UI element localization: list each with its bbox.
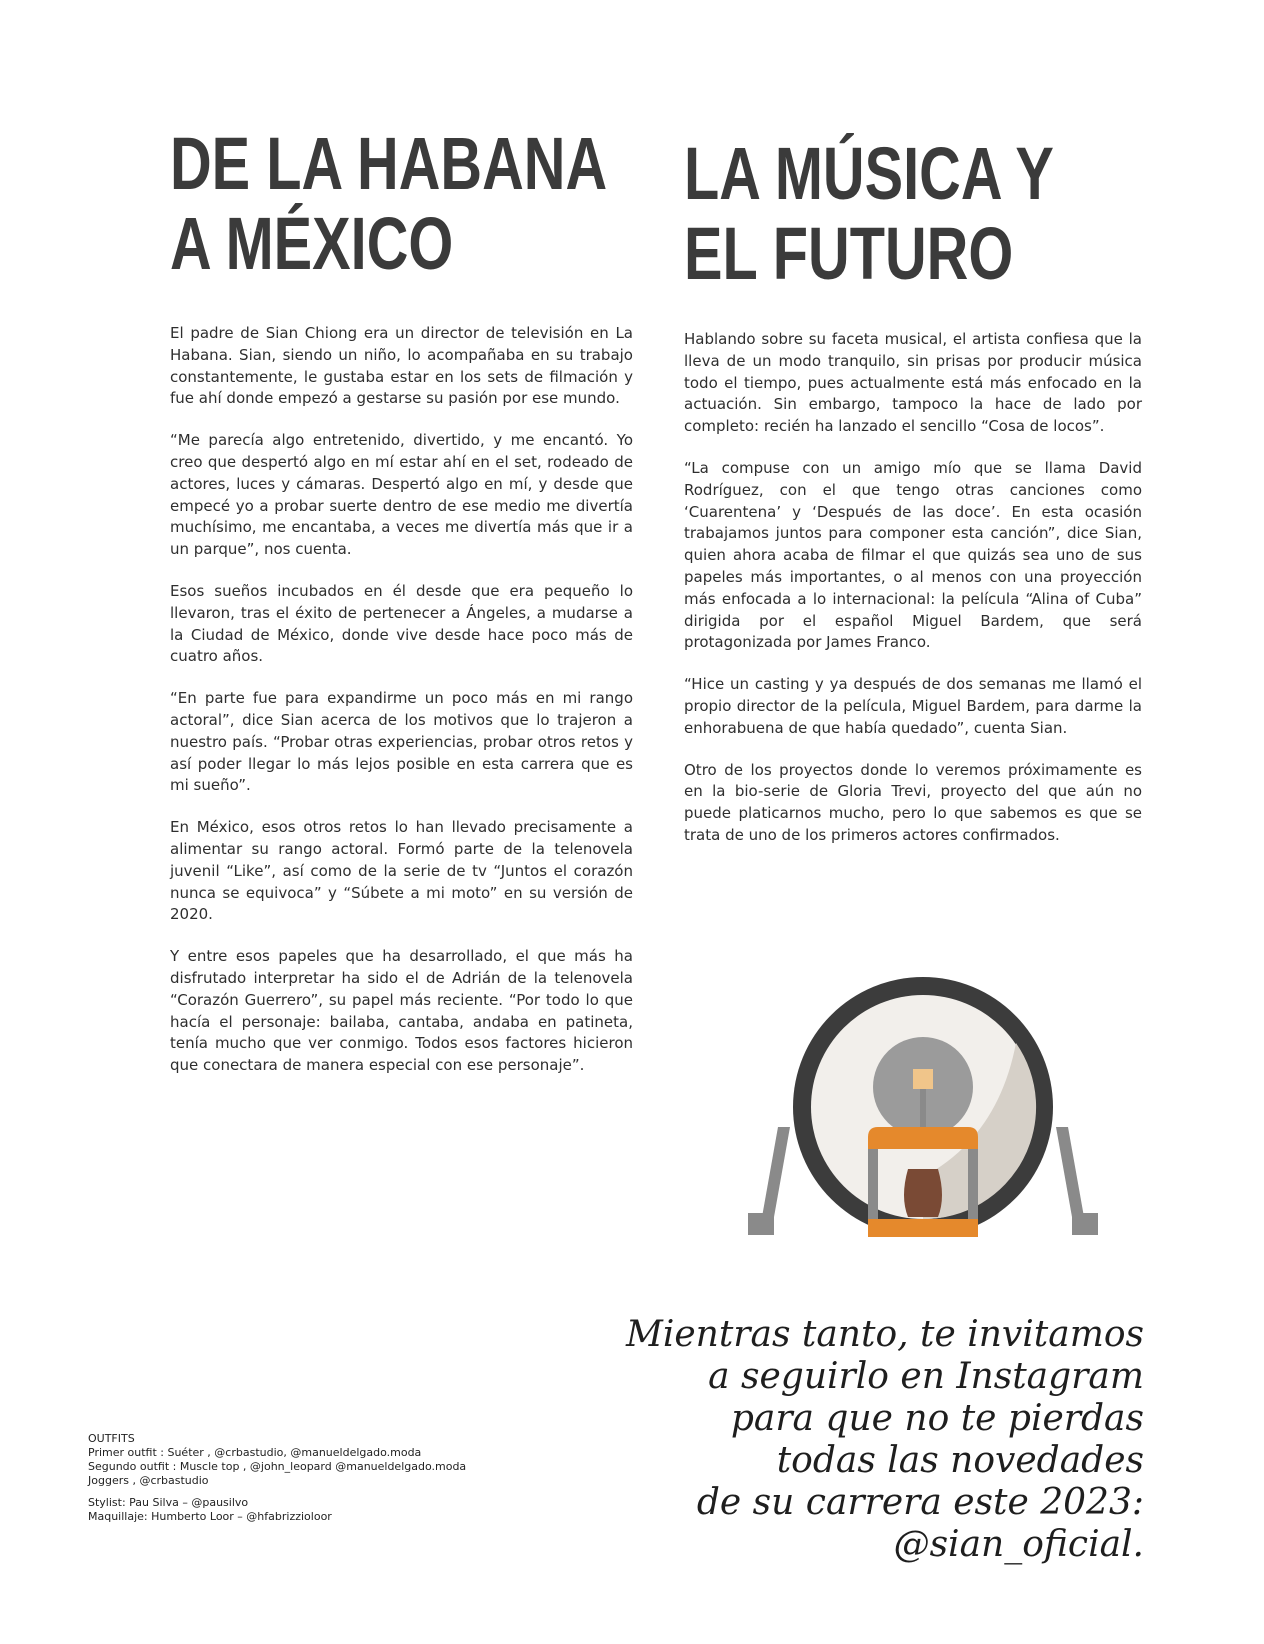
closing-line: a seguirlo en Instagram	[708, 1356, 1144, 1397]
left-paragraph: El padre de Sian Chiong era un director de televisión en La Habana. Sian, siendo un niño, lo acompañaba en su trabajo constantemente, le gustaba estar en los sets de filmación y fue ahí donde empezó a gestarse su pasión por ese mundo.	[170, 324, 633, 408]
left-heading-line-1: DE LA HABANA	[170, 122, 608, 205]
left-heading	[170, 124, 607, 284]
left-heading-line-2: A MÉXICO	[170, 202, 454, 285]
right-heading-line-2: EL FUTURO	[684, 212, 1014, 295]
closing-message	[584, 1314, 1144, 1566]
closing-line: todas las novedades	[776, 1440, 1144, 1481]
closing-line: Mientras tanto, te invitamos	[625, 1314, 1144, 1355]
credits-stylist: Stylist: Pau Silva – @pausilvo	[88, 1496, 249, 1509]
right-heading	[684, 134, 1054, 294]
right-paragraph: Hablando sobre su faceta musical, el artista confiesa que la lleva de un modo tranquilo, sin prisas por producir música todo el tiempo, pues actualmente está más enfocado en la actuación. Sin embargo, tampoco la hace de lado por completo: recién ha lanzado el sencillo “Cosa de locos”.	[684, 330, 1142, 436]
credits-line: Primer outfit : Suéter , @crbastudio, @manueldelgado.moda	[88, 1446, 422, 1459]
credits-title: OUTFITS	[88, 1432, 135, 1445]
left-column	[170, 323, 633, 1097]
left-paragraph: En México, esos otros retos lo han llevado precisamente a alimentar su rango actoral. Formó parte de la telenovela juvenil “Like”, así como de la serie de tv “Juntos el corazón nunca se equivoca” y “Súbete a mi moto” en su versión de 2020.	[170, 818, 633, 924]
credits-line: Joggers , @crbastudio	[88, 1474, 209, 1487]
credits-makeup: Maquillaje: Humberto Loor – @hfabrizzioloor	[88, 1510, 332, 1523]
right-paragraph: Otro de los proyectos donde lo veremos próximamente es en la bio-serie de Gloria Trevi, proyecto del que aún no puede platicarnos mucho, pero lo que sabemos es que se trata de uno de los primeros actores confirmados.	[684, 760, 1142, 844]
right-column	[684, 329, 1142, 867]
left-paragraph: “En parte fue para expandirme un poco más en mi rango actoral”, dice Sian acerca de los motivos que lo trajeron a nuestro país. “Probar otras experiencias, probar otros retos y así poder llegar lo más lejos posible en esta carrera que es mi sueño”.	[170, 689, 633, 795]
closing-line: de su carrera este 2023:	[696, 1482, 1144, 1523]
instagram-handle: @sian_oficial.	[893, 1524, 1144, 1565]
right-paragraph: “La compuse con un amigo mío que se llama David Rodríguez, con el que tengo otras canciones como ‘Cuarentena’ y ‘Después de las doce’. En esta ocasión trabajamos juntos para componer esta canción”, dice Sian, quien ahora acaba de filmar el que quizás sea uno de sus papeles más importantes, o al menos con una proyección más enfocada a lo internacional: la película “Alina of Cuba” dirigida por el español Miguel Bardem, que será protagonizada por James Franco.	[684, 458, 1142, 652]
left-paragraph: “Me parecía algo entretenido, divertido, y me encantó. Yo creo que despertó algo en mí estar ahí en el set, rodeado de actores, luces y cámaras. Despertó algo en mí, y desde que empecé yo a probar suerte dentro de ese medio me divertía muchísimo, me encantaba, a veces me divertía más que ir a un parque”, nos cuenta.	[170, 431, 633, 559]
beater-head	[913, 1069, 933, 1089]
right-heading-line-1: LA MÚSICA Y	[684, 132, 1054, 215]
credits-block	[88, 1432, 548, 1524]
bass-drum-icon	[748, 977, 1098, 1297]
left-paragraph: Esos sueños incubados en él desde que era pequeño lo llevaron, tras el éxito de pertenecer a Ángeles, a mudarse a la Ciudad de México, donde vive desde hace poco más de cuatro años.	[170, 581, 633, 666]
left-paragraph: Y entre esos papeles que ha desarrollado, el que más ha disfrutado interpretar ha sido el de Adrián de la telenovela “Corazón Guerrero”, su papel más reciente. “Por todo lo que hacía el personaje: bailaba, cantaba, andaba en patineta, tenía mucho que ver conmigo. Todos esos factores hicieron que conectara de manera especial con ese personaje”.	[170, 947, 633, 1075]
credits-line: Segundo outfit : Muscle top , @john_leopard @manueldelgado.moda	[88, 1460, 467, 1473]
right-paragraph: “Hice un casting y ya después de dos semanas me llamó el propio director de la película, Miguel Bardem, para darme la enhorabuena de que había quedado”, cuenta Sian.	[684, 675, 1142, 737]
closing-line: para que no te pierdas	[730, 1398, 1144, 1439]
